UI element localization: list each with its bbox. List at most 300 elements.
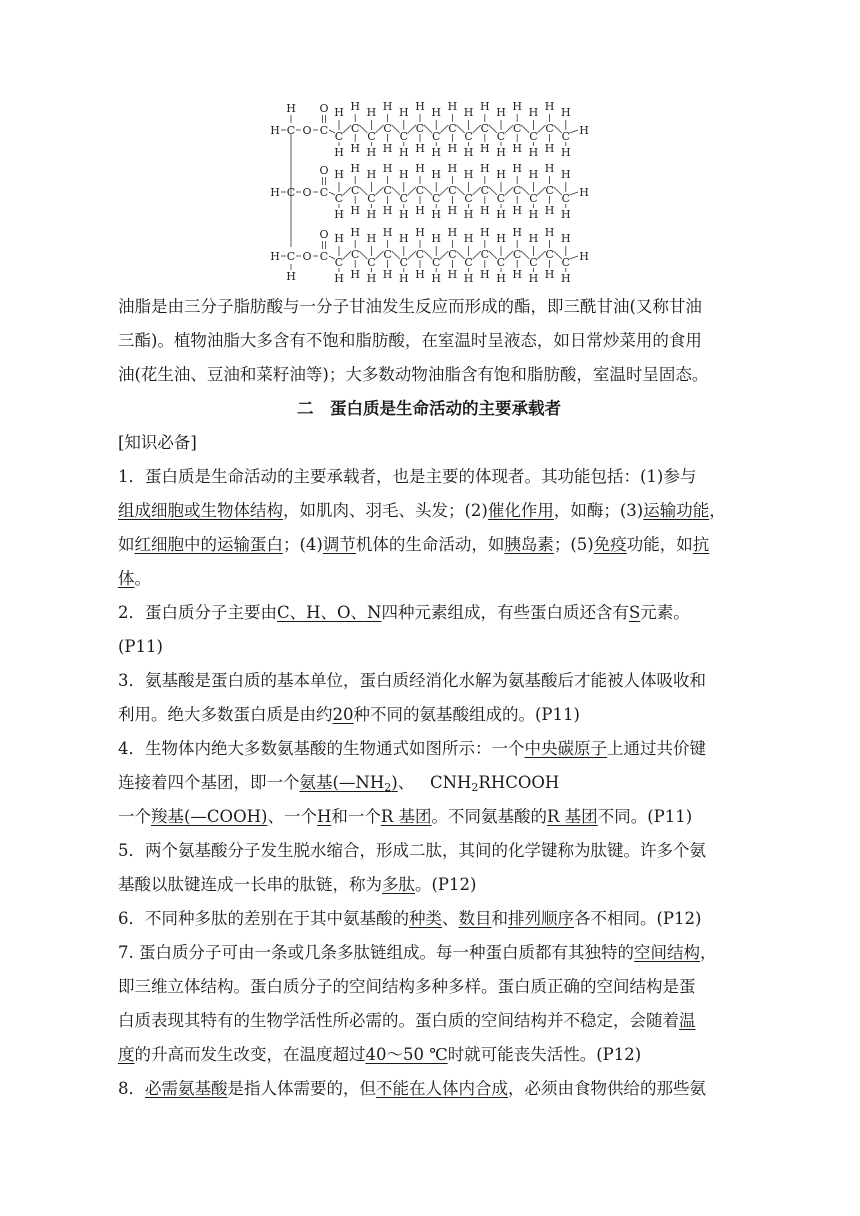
bond	[375, 187, 383, 195]
hydrogen-atom: H	[399, 232, 409, 245]
carbon-atom: C	[383, 184, 392, 197]
carbon-atom: C	[367, 130, 376, 143]
item-7-line-4	[118, 1038, 740, 1072]
item-7-line-1	[118, 936, 740, 970]
bond	[489, 187, 497, 195]
blank: 种类	[409, 909, 442, 928]
bond	[424, 251, 432, 259]
text: 连接着四个基团，即一个	[118, 773, 300, 792]
carbon-atom: C	[286, 250, 296, 263]
blank: 度	[118, 1045, 135, 1064]
hydrogen-atom: H	[431, 106, 441, 119]
text: 2．蛋白质分子主要由	[118, 603, 277, 622]
hydrogen-atom: H	[382, 100, 393, 113]
bond	[359, 125, 367, 133]
text: 、一个	[267, 807, 317, 826]
bond	[440, 251, 448, 259]
hydrogen-atom: H	[415, 100, 425, 113]
carbon-atom: C	[319, 124, 329, 137]
hydrogen-atom: H	[512, 226, 522, 239]
hydrogen-atom: H	[496, 208, 506, 221]
lipid-line-2: 三酯)。植物油脂大多含有不饱和脂肪酸，在室温时呈液态，如日常炒菜用的食用	[118, 331, 702, 350]
bond	[473, 125, 481, 133]
blank: 温	[679, 1011, 696, 1030]
hydrogen-atom: H	[334, 106, 344, 119]
hydrogen-atom: H	[496, 168, 506, 181]
blank: 催化作用	[487, 501, 554, 520]
text: 一个	[118, 807, 151, 826]
item-1-line-1	[118, 460, 740, 494]
hydrogen-atom: H	[579, 186, 589, 199]
hydrogen-atom: H	[415, 142, 425, 155]
hydrogen-atom: H	[415, 204, 425, 217]
bond	[424, 125, 432, 133]
hydrogen-atom: H	[334, 208, 344, 221]
bond	[489, 125, 497, 133]
oxygen-atom: O	[302, 124, 312, 137]
item-8-line-1	[118, 1072, 740, 1106]
blank: 空间结构	[634, 943, 700, 962]
text: ；(5)	[553, 535, 594, 554]
carbon-atom: C	[334, 192, 344, 205]
hydrogen-atom: H	[382, 268, 393, 281]
hydrogen-atom: H	[544, 100, 555, 113]
carbon-atom: C	[334, 130, 344, 143]
bond	[554, 251, 562, 259]
text: 、	[442, 909, 459, 928]
hydrogen-atom: H	[399, 146, 409, 159]
bond	[570, 192, 578, 195]
carbon-atom: C	[496, 256, 506, 269]
text: 。(P12)	[415, 875, 477, 894]
text: )	[391, 773, 398, 792]
hydrogen-atom: H	[286, 102, 296, 115]
bond	[392, 125, 400, 133]
blank: 必需氨基酸	[145, 1079, 228, 1098]
carbon-atom: C	[561, 130, 571, 143]
hydrogen-atom: H	[447, 162, 458, 175]
oxygen-atom: O	[319, 164, 329, 177]
bond	[537, 125, 545, 133]
hydrogen-atom: H	[512, 268, 522, 281]
item-1-line-2	[118, 494, 740, 528]
text: 1．蛋白质是生命活动的主要承载者，也是主要的体现者。其功能包括：(1)参与	[118, 467, 697, 486]
item-3-line-2	[118, 698, 740, 732]
carbon-atom: C	[383, 122, 392, 135]
hydrogen-atom: H	[382, 142, 393, 155]
hydrogen-atom: H	[544, 162, 555, 175]
blank: 体	[118, 569, 135, 588]
bond	[489, 251, 497, 259]
oxygen-atom: O	[302, 186, 312, 199]
text: ，如肌肉、羽毛、头发；(2)	[283, 501, 488, 520]
bond	[570, 256, 578, 259]
text: 不同。(P11)	[597, 807, 693, 826]
blank: 红细胞中的运输蛋白	[134, 535, 283, 554]
text: ，	[709, 501, 726, 520]
bond	[537, 187, 545, 195]
hydrogen-atom: H	[431, 208, 441, 221]
hydrogen-atom: H	[528, 146, 539, 159]
bond	[554, 125, 562, 133]
hydrogen-atom: H	[431, 232, 441, 245]
text: 6．不同种多肽的差别在于其中氨基酸的	[118, 909, 409, 928]
bond	[570, 130, 578, 133]
oxygen-atom: O	[319, 228, 329, 241]
bond	[375, 125, 383, 133]
carbon-atom: C	[448, 248, 457, 261]
item-2-line-2: (P11)	[118, 637, 163, 656]
carbon-atom: C	[431, 192, 441, 205]
text: 是指人体需要的，但	[227, 1079, 376, 1098]
text: 。不同氨基酸的	[431, 807, 548, 826]
hydrogen-atom: H	[463, 146, 474, 159]
triacylglycerol-structure	[265, 100, 595, 285]
item-1-line-4	[118, 562, 740, 596]
hydrogen-atom: H	[350, 204, 360, 217]
hydrogen-atom: H	[382, 204, 393, 217]
carbon-atom: C	[480, 122, 490, 135]
hydrogen-atom: H	[399, 272, 409, 285]
text: 元素。	[640, 603, 690, 622]
hydrogen-atom: H	[561, 272, 571, 285]
text: 功能，如	[626, 535, 693, 554]
hydrogen-atom: H	[463, 106, 474, 119]
hydrogen-atom: H	[496, 106, 506, 119]
carbon-atom: C	[529, 256, 538, 269]
knowledge-label: [知识必备]	[118, 433, 197, 452]
bond	[392, 187, 400, 195]
carbon-atom: C	[464, 130, 473, 143]
hydrogen-atom: H	[286, 270, 296, 283]
carbon-atom: C	[496, 130, 506, 143]
blank: 胰岛素	[504, 535, 554, 554]
bond	[408, 187, 416, 195]
text: 羧基	[151, 807, 184, 826]
bond	[456, 251, 464, 259]
blank: 免疫	[593, 535, 627, 554]
carbon-atom: C	[415, 184, 425, 197]
text: 上通过共价键	[607, 739, 706, 758]
item-5-line-1: 5．两个氨基酸分子发生脱水缩合，形成二肽，其间的化学键称为肽键。许多个氨	[118, 841, 706, 860]
hydrogen-atom: H	[528, 272, 539, 285]
lipid-line-1: 油脂是由三分子脂肪酸与一分子甘油发生反应而形成的酯，即三酰甘油(又称甘油	[118, 297, 702, 316]
carbon-atom: C	[415, 122, 425, 135]
blank: R 基团	[380, 807, 432, 826]
blank: 抗	[692, 535, 710, 554]
item-6-line-1	[118, 902, 740, 936]
hydrogen-atom: H	[528, 232, 539, 245]
blank: 调节	[322, 535, 356, 554]
subscript: 2	[384, 781, 392, 794]
hydrogen-atom: H	[512, 100, 522, 113]
hydrogen-atom: H	[447, 226, 458, 239]
hydrogen-atom: H	[561, 106, 571, 119]
bond	[505, 125, 513, 133]
carbon-atom: C	[464, 192, 473, 205]
text: ，如酶；(3)	[553, 501, 644, 520]
text: (—NH	[332, 773, 385, 792]
blank	[151, 807, 267, 826]
carbon-atom: C	[545, 248, 554, 261]
hydrogen-atom: H	[512, 142, 522, 155]
carbon-atom: C	[286, 124, 296, 137]
text: 机体的生命活动，如	[355, 535, 505, 554]
hydrogen-atom: H	[366, 106, 377, 119]
text: ；(4)	[283, 535, 323, 554]
carbon-atom: C	[334, 256, 344, 269]
hydrogen-atom: H	[480, 100, 490, 113]
bond	[375, 251, 383, 259]
carbon-atom: C	[561, 256, 571, 269]
item-7-line-3	[118, 1004, 740, 1038]
carbon-atom: C	[512, 184, 522, 197]
hydrogen-atom: H	[561, 232, 571, 245]
text: 和	[491, 909, 508, 928]
item-4-line-2	[118, 766, 740, 800]
carbon-atom: C	[286, 186, 296, 199]
subscript: 2	[471, 781, 479, 794]
bond	[359, 187, 367, 195]
hydrogen-atom: H	[334, 232, 344, 245]
item-5-line-2	[118, 868, 740, 902]
carbon-atom: C	[350, 184, 360, 197]
blank: 40～50 ℃	[365, 1045, 448, 1064]
hydrogen-atom: H	[512, 204, 522, 217]
text: (—COOH)	[184, 807, 268, 826]
hydrogen-atom: H	[561, 146, 571, 159]
carbon-atom: C	[480, 184, 490, 197]
carbon-atom: C	[529, 130, 538, 143]
hydrogen-atom: H	[334, 168, 344, 181]
hydrogen-atom: H	[366, 146, 377, 159]
carbon-atom: C	[350, 122, 360, 135]
carbon-atom: C	[415, 248, 425, 261]
carbon-atom: C	[383, 248, 392, 261]
blank: S	[628, 603, 641, 622]
hydrogen-atom: H	[366, 272, 377, 285]
hydrogen-atom: H	[528, 106, 539, 119]
bond	[521, 187, 529, 195]
carbon-atom: C	[529, 192, 538, 205]
bond	[343, 251, 351, 259]
hydrogen-atom: H	[350, 268, 360, 281]
hydrogen-atom: H	[528, 168, 539, 181]
text: 氨基	[299, 773, 333, 792]
bond	[456, 125, 464, 133]
hydrogen-atom: H	[544, 142, 555, 155]
hydrogen-atom: H	[350, 142, 360, 155]
oxygen-atom: O	[319, 102, 329, 115]
hydrogen-atom: H	[431, 272, 441, 285]
bond	[343, 125, 351, 133]
bond	[521, 125, 529, 133]
bond	[359, 251, 367, 259]
text: 利用。绝大多数蛋白质是由约	[118, 705, 333, 724]
carbon-atom: C	[367, 256, 376, 269]
hydrogen-atom: H	[366, 168, 377, 181]
text: 各不相同。(P12)	[574, 909, 702, 928]
carbon-atom: C	[399, 256, 409, 269]
hydrogen-atom: H	[382, 162, 393, 175]
bond	[505, 251, 513, 259]
carbon-atom: C	[319, 186, 329, 199]
text: 如	[118, 535, 135, 554]
blank: 运输功能	[643, 501, 710, 520]
text: 、	[397, 773, 415, 792]
blank: 不能在人体内合成	[376, 1079, 508, 1098]
hydrogen-atom: H	[431, 168, 441, 181]
hydrogen-atom: H	[561, 168, 571, 181]
text: 4．生物体内绝大多数氨基酸的生物通式如图所示：一个	[118, 739, 525, 758]
bond	[456, 187, 464, 195]
bond	[505, 187, 513, 195]
carbon-atom: C	[561, 192, 571, 205]
hydrogen-atom: H	[544, 226, 555, 239]
text: 7. 蛋白质分子可由一条或几条多肽链组成。每一种蛋白质都有其独特的	[118, 943, 634, 962]
blank: 排列顺序	[508, 909, 574, 928]
hydrogen-atom: H	[415, 268, 425, 281]
hydrogen-atom: H	[480, 162, 490, 175]
hydrogen-atom: H	[528, 208, 539, 221]
hydrogen-atom: H	[415, 226, 425, 239]
carbon-atom: C	[496, 192, 506, 205]
hydrogen-atom: H	[399, 168, 409, 181]
hydrogen-atom: H	[350, 162, 360, 175]
hydrogen-atom: H	[447, 204, 458, 217]
carbon-atom: C	[464, 256, 473, 269]
text: 。	[134, 569, 151, 588]
text: RHCOOH	[478, 773, 560, 792]
lipid-line-3: 油(花生油、豆油和菜籽油等)；大多数动物油脂含有饱和脂肪酸，室温时呈固态。	[118, 365, 709, 384]
oxygen-atom: O	[302, 250, 312, 263]
hydrogen-atom: H	[544, 204, 555, 217]
hydrogen-atom: H	[480, 226, 490, 239]
blank: 组成细胞或生物体结构	[118, 501, 283, 520]
hydrogen-atom: H	[366, 208, 377, 221]
bond	[424, 187, 432, 195]
hydrogen-atom: H	[366, 232, 377, 245]
text: ，必须由食物供给的那些氨	[508, 1079, 706, 1098]
text: 的升高而发生改变，在温度超过	[134, 1045, 366, 1064]
blank: 多肽	[382, 875, 415, 894]
carbon-atom: C	[350, 248, 360, 261]
item-7-line-2: 即三维立体结构。蛋白质分子的空间结构多种多样。蛋白质正确的空间结构是蛋	[118, 977, 696, 996]
blank	[300, 773, 398, 792]
hydrogen-atom: H	[447, 142, 458, 155]
bond	[537, 251, 545, 259]
bond	[408, 251, 416, 259]
blank: C、H、O、N	[277, 603, 382, 622]
hydrogen-atom: H	[579, 250, 589, 263]
section-title: 二 蛋白质是生命活动的主要承载者	[297, 399, 561, 418]
text: 四种元素组成，有些蛋白质还含有	[381, 603, 629, 622]
hydrogen-atom: H	[399, 106, 409, 119]
text: 种不同的氨基酸组成的。(P11)	[353, 705, 580, 724]
lipid-description	[118, 290, 740, 392]
hydrogen-atom: H	[350, 226, 360, 239]
bond	[521, 251, 529, 259]
bond	[440, 125, 448, 133]
hydrogen-atom: H	[463, 208, 474, 221]
carbon-atom: C	[319, 250, 329, 263]
hydrogen-atom: H	[334, 272, 344, 285]
blank: H	[316, 807, 332, 826]
text: CNH	[429, 773, 472, 792]
bond	[343, 187, 351, 195]
text: 和一个	[331, 807, 381, 826]
carbon-atom: C	[480, 248, 490, 261]
hydrogen-atom: H	[382, 226, 393, 239]
text: ，	[700, 943, 717, 962]
hydrogen-atom: H	[431, 146, 441, 159]
text: 基酸以肽键连成一长串的肽链，称为	[118, 875, 382, 894]
hydrogen-atom: H	[447, 268, 458, 281]
hydrogen-atom: H	[579, 124, 589, 137]
hydrogen-atom: H	[270, 250, 280, 263]
section-protein	[118, 392, 740, 1106]
hydrogen-atom: H	[270, 124, 280, 137]
text: 8．	[118, 1079, 145, 1098]
item-1-line-3	[118, 528, 740, 562]
carbon-atom: C	[512, 248, 522, 261]
hydrogen-atom: H	[561, 208, 571, 221]
hydrogen-atom: H	[544, 268, 555, 281]
carbon-atom: C	[399, 192, 409, 205]
bond	[440, 187, 448, 195]
bond	[392, 251, 400, 259]
blank: 数目	[458, 909, 492, 928]
item-4-line-3	[118, 800, 740, 834]
carbon-atom: C	[545, 122, 554, 135]
blank: R 基团	[547, 807, 598, 826]
carbon-atom: C	[399, 130, 409, 143]
carbon-atom: C	[367, 192, 376, 205]
blank: 20	[332, 705, 354, 724]
item-3-line-1: 3．氨基酸是蛋白质的基本单位，蛋白质经消化水解为氨基酸后才能被人体吸收和	[118, 671, 706, 690]
hydrogen-atom: H	[415, 162, 425, 175]
hydrogen-atom: H	[480, 142, 490, 155]
bond	[473, 187, 481, 195]
carbon-atom: C	[448, 122, 457, 135]
hydrogen-atom: H	[496, 272, 506, 285]
hydrogen-atom: H	[270, 186, 280, 199]
hydrogen-atom: H	[496, 146, 506, 159]
hydrogen-atom: H	[334, 146, 344, 159]
carbon-atom: C	[448, 184, 457, 197]
blank: 中央碳原子	[524, 739, 607, 758]
item-4-line-1	[118, 732, 740, 766]
carbon-atom: C	[545, 184, 554, 197]
hydrogen-atom: H	[399, 208, 409, 221]
bond	[408, 125, 416, 133]
hydrogen-atom: H	[463, 232, 474, 245]
bond	[554, 187, 562, 195]
item-2-line-1	[118, 596, 740, 630]
bond	[473, 251, 481, 259]
hydrogen-atom: H	[480, 204, 490, 217]
hydrogen-atom: H	[350, 100, 360, 113]
hydrogen-atom: H	[496, 232, 506, 245]
carbon-atom: C	[431, 256, 441, 269]
carbon-atom: C	[431, 130, 441, 143]
text: 时就可能丧失活性。(P12)	[447, 1045, 642, 1064]
hydrogen-atom: H	[463, 168, 474, 181]
hydrogen-atom: H	[447, 100, 458, 113]
hydrogen-atom: H	[512, 162, 522, 175]
hydrogen-atom: H	[480, 268, 490, 281]
hydrogen-atom: H	[463, 272, 474, 285]
